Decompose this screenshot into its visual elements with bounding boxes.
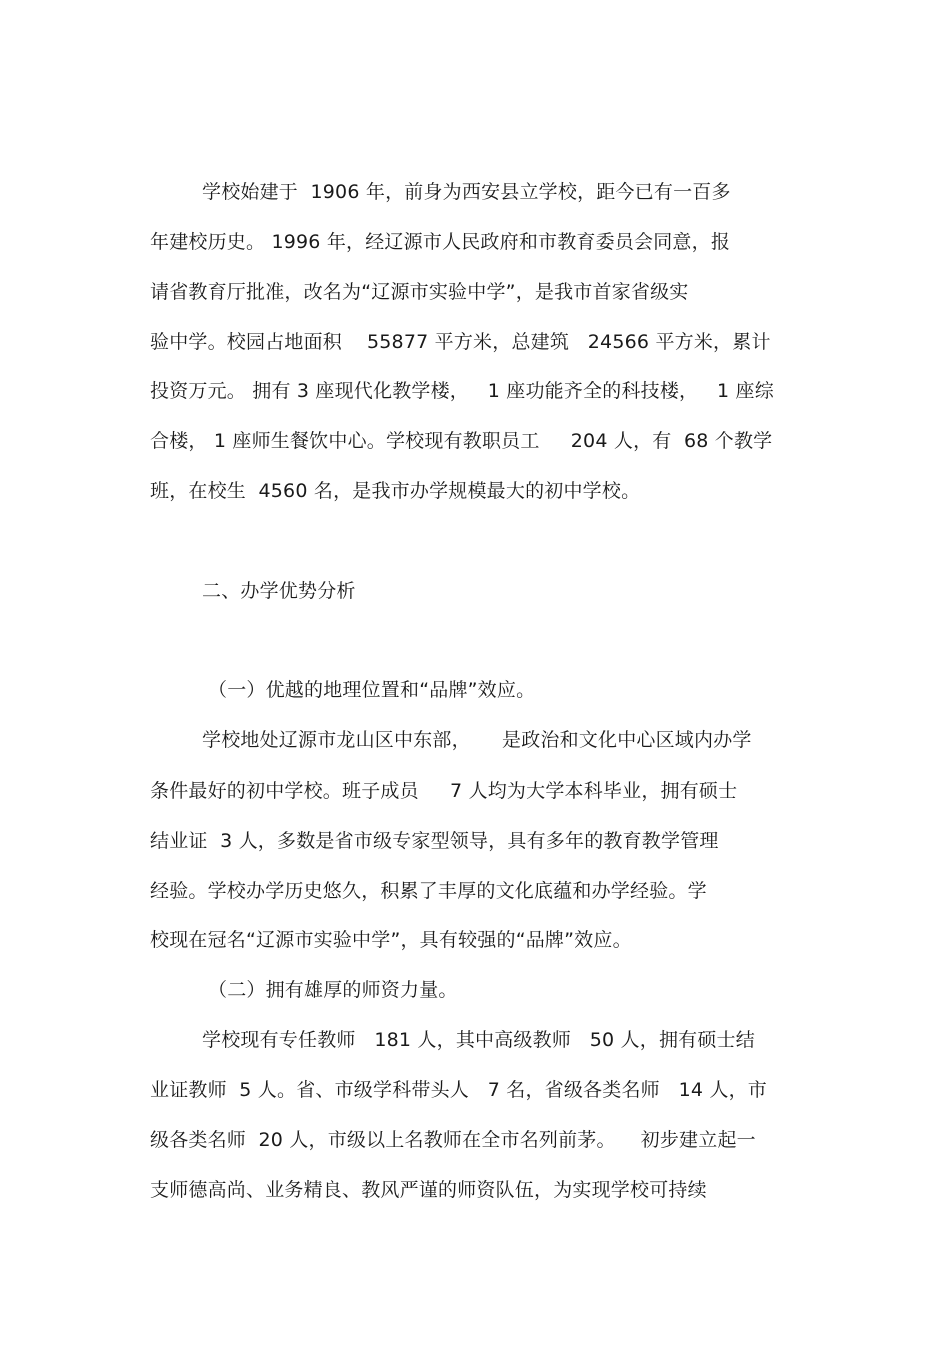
paragraph-2-line-1: 学校地处辽源市龙山区中东部， 是政治和文化中心区域内办学 <box>202 729 752 751</box>
paragraph-2-line-5: 校现在冠名“辽源市实验中学”，具有较强的“品牌”效应。 <box>150 929 632 951</box>
paragraph-3-line-3: 级各类名师 20 人，市级以上名教师在全市名列前茅。 初步建立起一 <box>150 1129 756 1151</box>
section-heading-2: 二、办学优势分析 <box>202 580 356 602</box>
paragraph-2-line-4: 经验。学校办学历史悠久，积累了丰厚的文化底蕴和办学经验。学 <box>150 880 707 902</box>
paragraph-1-line-1: 学校始建于 1906 年，前身为西安县立学校，距今已有一百多 <box>202 181 731 203</box>
paragraph-3-line-1: 学校现有专任教师 181 人，其中高级教师 50 人，拥有硕士结 <box>202 1029 755 1051</box>
paragraph-2-line-3: 结业证 3 人，多数是省市级专家型领导，具有多年的教育教学管理 <box>150 830 719 852</box>
paragraph-1-line-3: 请省教育厅批准，改名为“辽源市实验中学”，是我市首家省级实 <box>150 281 689 303</box>
paragraph-2-line-2: 条件最好的初中学校。班子成员 7 人均为大学本科毕业，拥有硕士 <box>150 780 738 802</box>
paragraph-1-line-6: 合楼， 1 座师生餐饮中心。学校现有教职员工 204 人，有 68 个教学 <box>150 430 773 452</box>
paragraph-1-line-5: 投资万元。 拥有 3 座现代化教学楼， 1 座功能齐全的科技楼， 1 座综 <box>150 380 774 402</box>
paragraph-1-line-7: 班，在校生 4560 名，是我市办学规模最大的初中学校。 <box>150 480 641 502</box>
subheading-1: （一）优越的地理位置和“品牌”效应。 <box>208 679 536 701</box>
paragraph-3-line-4: 支师德高尚、业务精良、教风严谨的师资队伍，为实现学校可持续 <box>150 1179 707 1201</box>
paragraph-1-line-4: 验中学。校园占地面积 55877 平方米，总建筑 24566 平方米，累计 <box>150 331 771 353</box>
subheading-2: （二）拥有雄厚的师资力量。 <box>208 979 458 1001</box>
paragraph-3-line-2: 业证教师 5 人。省、市级学科带头人 7 名，省级各类名师 14 人，市 <box>150 1079 767 1101</box>
paragraph-1-line-2: 年建校历史。 1996 年，经辽源市人民政府和市教育委员会同意，报 <box>150 231 731 253</box>
